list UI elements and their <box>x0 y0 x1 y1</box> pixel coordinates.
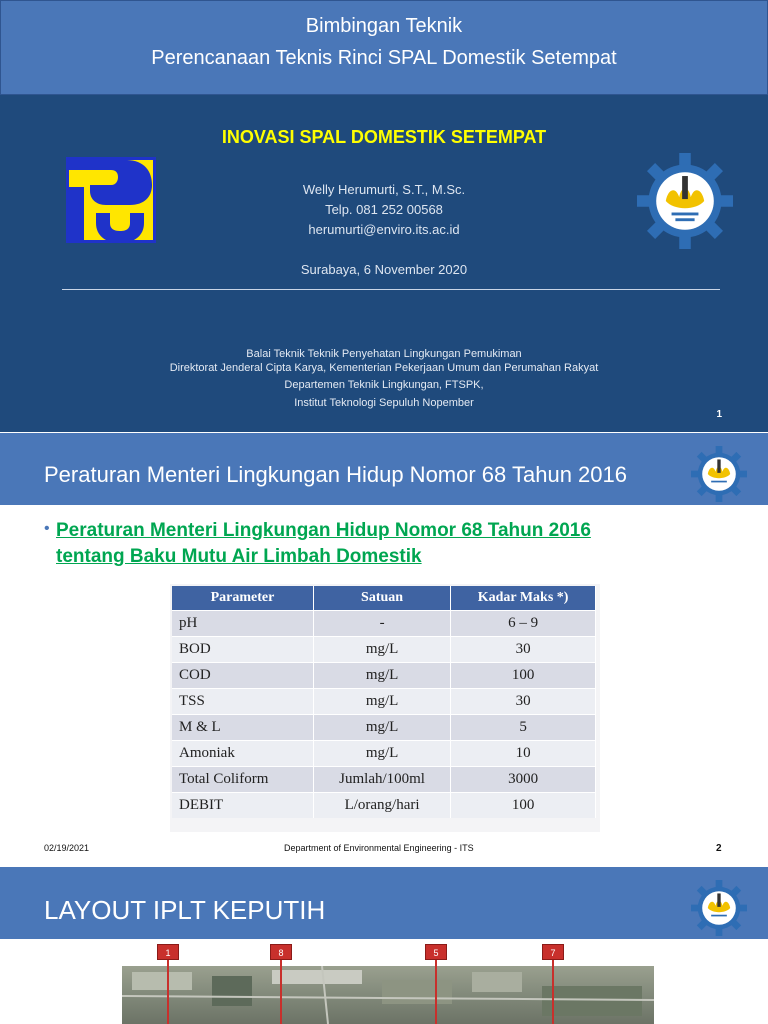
cell-satuan: mg/L <box>314 689 451 715</box>
cell-kadar: 6 – 9 <box>451 611 596 637</box>
map-marker: 8 <box>270 944 292 960</box>
regulation-subtitle-line2: tentang Baku Mutu Air Limbah Domestik <box>56 546 422 567</box>
map-marker: 5 <box>425 944 447 960</box>
table-row <box>172 715 596 741</box>
column-header-satuan: Satuan <box>314 586 451 611</box>
map-marker: 1 <box>157 944 179 960</box>
cell-kadar: 100 <box>451 793 596 819</box>
slide2-title: Peraturan Menteri Lingkungan Hidup Nomor 68 Tahun 2016 <box>44 462 627 487</box>
slide3-title: LAYOUT IPLT KEPUTIH <box>44 895 326 925</box>
cell-satuan: mg/L <box>314 715 451 741</box>
cell-kadar: 5 <box>451 715 596 741</box>
standards-table-wrapper <box>170 584 600 832</box>
cell-kadar: 3000 <box>451 767 596 793</box>
cell-parameter: Total Coliform <box>172 767 314 793</box>
footer-department: Department of Environmental Engineering - ITS <box>284 843 474 853</box>
aerial-photo <box>122 966 654 1024</box>
regulation-subtitle-line1: Peraturan Menteri Lingkungan Hidup Nomor 68 Tahun 2016 <box>56 520 591 541</box>
cell-satuan: mg/L <box>314 637 451 663</box>
map-marker-line <box>280 960 282 1024</box>
map-marker-line <box>435 960 437 1024</box>
map-marker-line <box>552 960 554 1024</box>
cell-parameter: TSS <box>172 689 314 715</box>
cell-kadar: 100 <box>451 663 596 689</box>
table-row <box>172 741 596 767</box>
standards-table <box>172 586 596 818</box>
cell-parameter: COD <box>172 663 314 689</box>
table-row <box>172 793 596 819</box>
institution-line: Institut Teknologi Sepuluh Nopember <box>294 397 474 409</box>
map-marker-line <box>167 960 169 1024</box>
cell-parameter: Amoniak <box>172 741 314 767</box>
cell-satuan: - <box>314 611 451 637</box>
slide1-title: INOVASI SPAL DOMESTIK SETEMPAT <box>221 127 547 147</box>
map-marker: 7 <box>542 944 564 960</box>
column-header-kadar-maks: Kadar Maks *) <box>451 586 596 611</box>
cell-kadar: 10 <box>451 741 596 767</box>
column-header-parameter: Parameter <box>172 586 314 611</box>
institution-line: Balai Teknik Teknik Penyehatan Lingkungan Pemukiman <box>246 348 522 360</box>
its-logo <box>690 880 748 936</box>
cell-satuan: mg/L <box>314 663 451 689</box>
divider <box>62 289 720 290</box>
table-row <box>172 767 596 793</box>
cell-parameter: BOD <box>172 637 314 663</box>
slide1-header-line2: Perencanaan Teknis Rinci SPAL Domestik Setempat <box>151 47 617 69</box>
presenter-phone: Telp. 081 252 00568 <box>325 202 443 217</box>
cell-kadar: 30 <box>451 637 596 663</box>
cell-parameter: pH <box>172 611 314 637</box>
slide2-page-number: 2 <box>716 843 722 854</box>
place-date: Surabaya, 6 November 2020 <box>300 262 468 277</box>
cell-satuan: L/orang/hari <box>314 793 451 819</box>
aerial-photo-texture <box>122 966 654 1024</box>
cell-parameter: DEBIT <box>172 793 314 819</box>
cell-parameter: M & L <box>172 715 314 741</box>
slide1-header-line1: Bimbingan Teknik <box>305 15 463 37</box>
footer-date: 02/19/2021 <box>44 843 90 853</box>
table-row <box>172 663 596 689</box>
institution-line: Departemen Teknik Lingkungan, FTSPK, <box>284 379 484 391</box>
institution-line: Direktorat Jenderal Cipta Karya, Kementerian Pekerjaan Umum dan Perumahan Rakyat <box>169 362 599 374</box>
table-row <box>172 611 596 637</box>
cell-satuan: Jumlah/100ml <box>314 767 451 793</box>
bullet-icon: • <box>44 520 50 537</box>
presenter-name: Welly Herumurti, S.T., M.Sc. <box>302 182 466 197</box>
table-row <box>172 689 596 715</box>
slide1-page-number: 1 <box>716 409 722 420</box>
presenter-email: herumurti@enviro.its.ac.id <box>308 222 460 237</box>
table-header-row <box>172 586 596 611</box>
its-logo <box>690 446 748 502</box>
table-row <box>172 637 596 663</box>
slide1-body <box>0 95 768 432</box>
cell-kadar: 30 <box>451 689 596 715</box>
slide1-header <box>0 0 768 95</box>
cell-satuan: mg/L <box>314 741 451 767</box>
